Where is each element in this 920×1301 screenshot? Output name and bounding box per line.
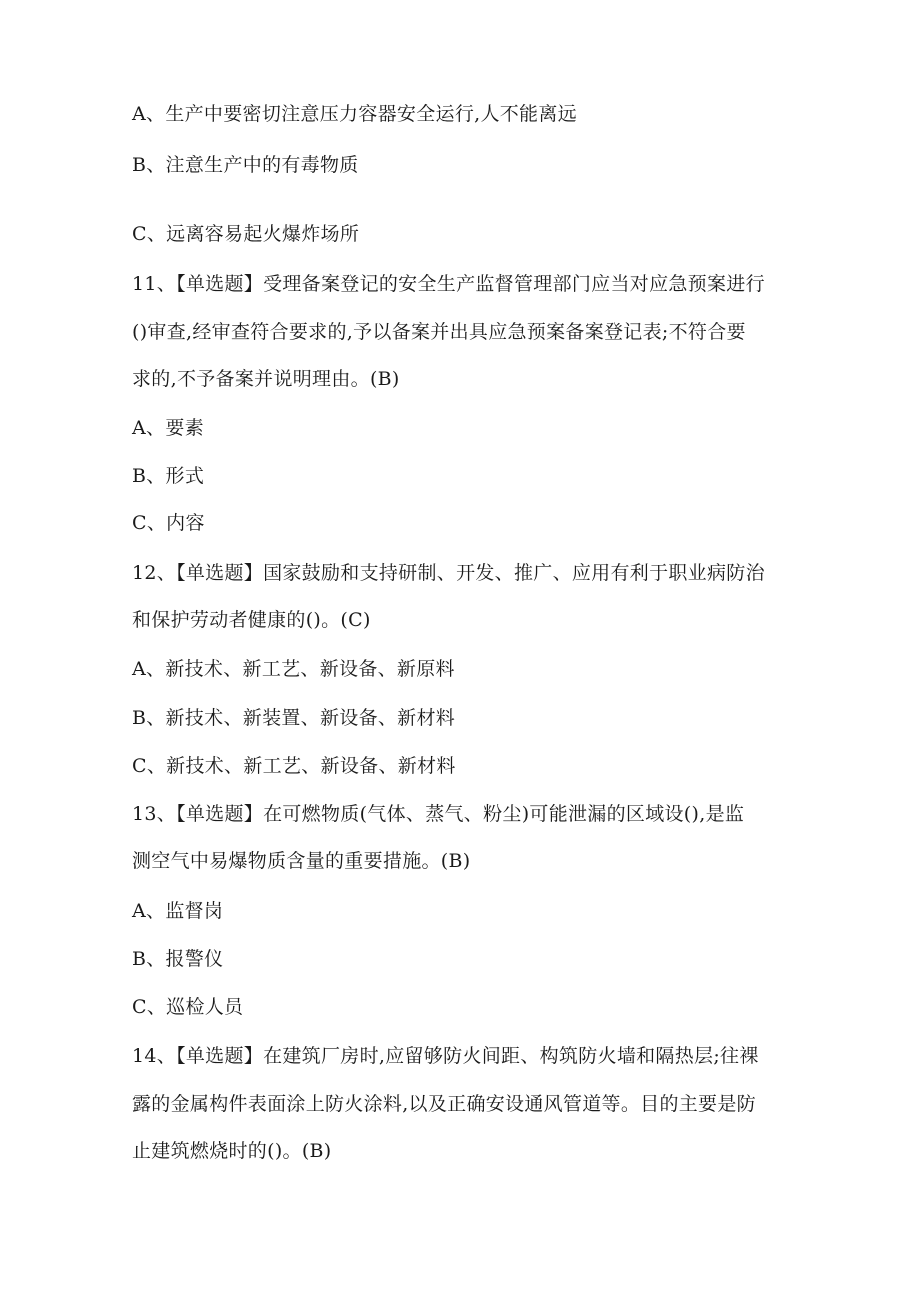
question-text: 14、【单选题】在建筑厂房时,应留够防火间距、构筑防火墙和隔热层;往裸 xyxy=(132,1045,759,1067)
option-text: B、形式 xyxy=(132,465,205,487)
question-text: ()审查,经审查符合要求的,予以备案并出具应急预案备案登记表;不符合要 xyxy=(132,321,746,343)
option-text: A、新技术、新工艺、新设备、新原料 xyxy=(132,658,455,680)
option-text: B、报警仪 xyxy=(132,948,224,970)
option-text: C、巡检人员 xyxy=(132,996,244,1018)
option-text: A、生产中要密切注意压力容器安全运行,人不能离远 xyxy=(132,103,577,125)
question-text: 和保护劳动者健康的()。(C) xyxy=(132,609,371,631)
option-text: C、内容 xyxy=(132,512,205,534)
question-text: 测空气中易爆物质含量的重要措施。(B) xyxy=(132,850,471,872)
question-text: 11、【单选题】受理备案登记的安全生产监督管理部门应当对应急预案进行 xyxy=(132,273,765,295)
option-text: B、注意生产中的有毒物质 xyxy=(132,154,359,176)
question-text: 13、【单选题】在可燃物质(气体、蒸气、粉尘)可能泄漏的区域设(),是监 xyxy=(132,803,745,825)
question-text: 止建筑燃烧时的()。(B) xyxy=(132,1140,332,1162)
option-text: C、新技术、新工艺、新设备、新材料 xyxy=(132,755,456,777)
question-text: 12、【单选题】国家鼓励和支持研制、开发、推广、应用有利于职业病防治 xyxy=(132,562,765,584)
option-text: B、新技术、新装置、新设备、新材料 xyxy=(132,707,456,729)
option-text: A、监督岗 xyxy=(132,900,224,922)
question-text: 求的,不予备案并说明理由。(B) xyxy=(132,368,400,390)
option-text: C、远离容易起火爆炸场所 xyxy=(132,223,360,245)
option-text: A、要素 xyxy=(132,417,204,439)
question-text: 露的金属构件表面涂上防火涂料,以及正确安设通风管道等。目的主要是防 xyxy=(132,1093,756,1115)
